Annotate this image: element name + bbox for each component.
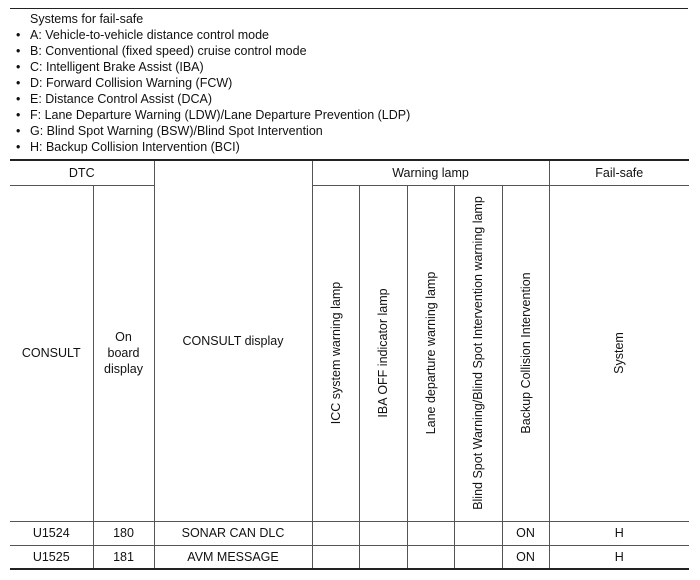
iba-lamp-header: IBA OFF indicator lamp — [359, 185, 407, 521]
bci-cell: ON — [502, 545, 549, 569]
warning-lamp-header: Warning lamp — [312, 160, 549, 185]
table-row — [10, 545, 689, 569]
system-header: System — [549, 185, 689, 521]
systems-heading: Systems for fail-safe — [30, 12, 144, 26]
system-cell: H — [549, 521, 689, 545]
bsw-cell — [454, 545, 502, 569]
list-item: • F: Lane Departure Warning (LDW)/Lane Departure Prevention (LDP) — [16, 108, 411, 122]
bullet-icon: • — [16, 124, 21, 138]
top-rule — [10, 8, 688, 9]
iba-cell — [359, 521, 407, 545]
bullet-icon: • — [16, 44, 21, 58]
bsw-lamp-header: Blind Spot Warning/Blind Spot Intervention warning lamp — [454, 185, 502, 521]
fail-safe-systems-list — [16, 11, 686, 155]
table-row — [10, 521, 689, 545]
dtc-header: DTC — [10, 160, 154, 185]
icc-cell — [312, 521, 359, 545]
list-item: • C: Intelligent Brake Assist (IBA) — [16, 60, 204, 74]
list-item: • G: Blind Spot Warning (BSW)/Blind Spot Intervention — [16, 124, 323, 138]
consult-cell: U1524 — [10, 521, 93, 545]
icc-lamp-header: ICC system warning lamp — [312, 185, 359, 521]
display-cell: SONAR CAN DLC — [154, 521, 312, 545]
lane-cell — [407, 521, 454, 545]
bci-cell: ON — [502, 521, 549, 545]
iba-cell — [359, 545, 407, 569]
list-item: • H: Backup Collision Intervention (BCI) — [16, 140, 240, 154]
icc-cell — [312, 545, 359, 569]
consult-display-header: CONSULT display — [154, 160, 312, 521]
bullet-icon: • — [16, 140, 21, 154]
system-cell: H — [549, 545, 689, 569]
bullet-icon: • — [16, 60, 21, 74]
fail-safe-header: Fail-safe — [549, 160, 689, 185]
bullet-icon: • — [16, 28, 21, 42]
consult-cell: U1525 — [10, 545, 93, 569]
lane-lamp-header: Lane departure warning lamp — [407, 185, 454, 521]
on-board-display-header: On board display — [93, 185, 154, 521]
consult-header: CONSULT — [10, 185, 93, 521]
bullet-icon: • — [16, 76, 21, 90]
list-item: • E: Distance Control Assist (DCA) — [16, 92, 212, 106]
list-item: • A: Vehicle-to-vehicle distance control mode — [16, 28, 270, 42]
list-item: • B: Conventional (fixed speed) cruise control mode — [16, 44, 307, 58]
onboard-cell: 180 — [93, 521, 154, 545]
bullet-icon: • — [16, 92, 21, 106]
list-item: • D: Forward Collision Warning (FCW) — [16, 76, 233, 90]
bci-header: Backup Collision Intervention — [502, 185, 549, 521]
lane-cell — [407, 545, 454, 569]
bsw-cell — [454, 521, 502, 545]
display-cell: AVM MESSAGE — [154, 545, 312, 569]
bullet-icon: • — [16, 108, 21, 122]
fail-safe-table — [10, 159, 689, 570]
onboard-cell: 181 — [93, 545, 154, 569]
